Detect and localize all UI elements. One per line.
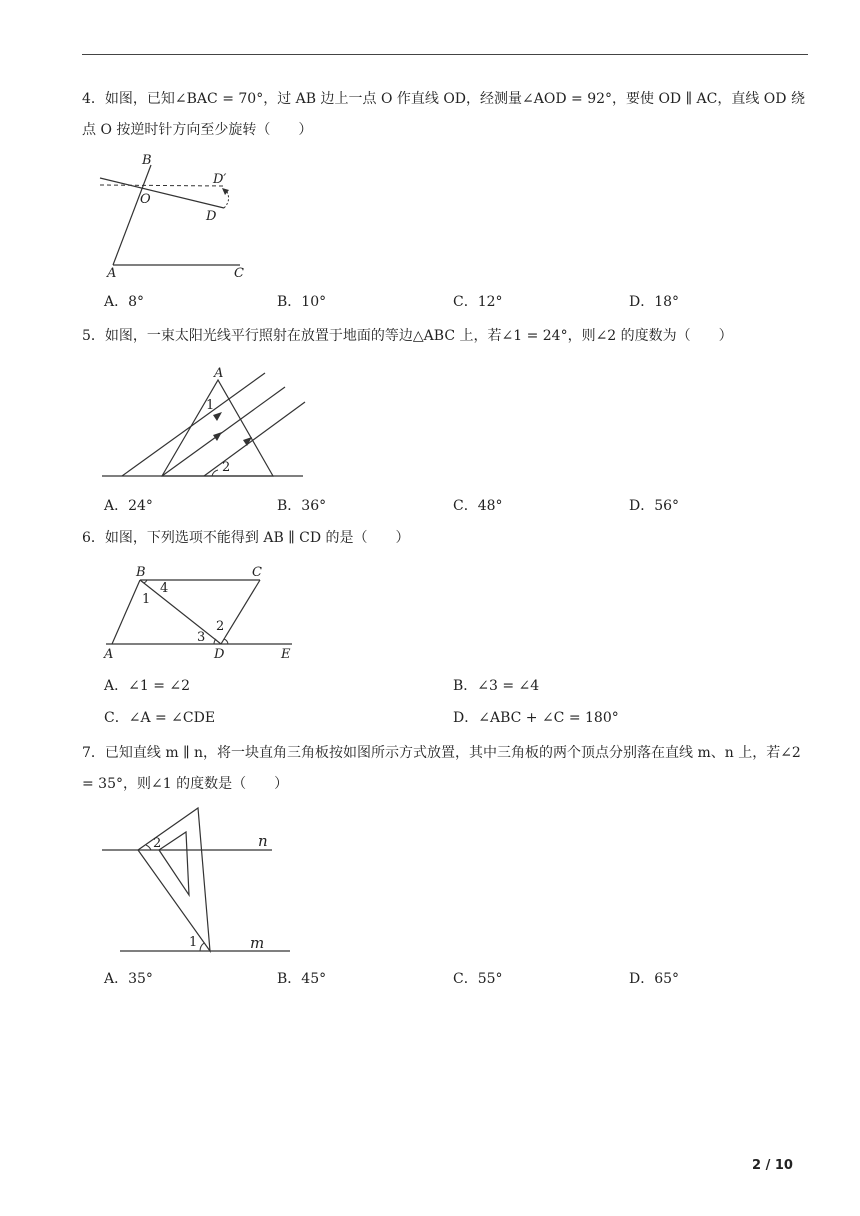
fig4-label-D: D	[206, 209, 217, 224]
question-7-figure	[100, 805, 300, 955]
question-4-figure	[96, 150, 256, 280]
question-6-option-b[interactable]: B．∠3 = ∠4	[453, 678, 540, 694]
question-4-stem: 4．如图，已知∠BAC = 70°，过 AB 边上一点 O 作直线 OD，经测量∠AOD = 92°，要使 OD ∥ AC，直线 OD 绕点 O 按逆时针方向至少旋转（ ）	[82, 91, 805, 138]
fig6-label-angle3: 3	[197, 630, 206, 645]
question-7-stem: 7．已知直线 m ∥ n，将一块直角三角板按如图所示方式放置，其中三角板的两个顶点分别落在直线 m、n 上，若∠2 = 35°，则∠1 的度数是（ ）	[82, 745, 801, 792]
page-number: 2 / 10	[752, 1158, 793, 1173]
question-7-option-c[interactable]: C．55°	[453, 971, 503, 987]
question-7-option-b[interactable]: B．45°	[277, 971, 327, 987]
question-6-option-a[interactable]: A．∠1 = ∠2	[104, 678, 191, 694]
question-5-option-c[interactable]: C．48°	[453, 498, 503, 514]
fig6-label-C: C	[252, 565, 262, 580]
fig7-label-angle2: 2	[153, 836, 162, 851]
question-4-option-c[interactable]: C．12°	[453, 294, 503, 310]
fig6-label-angle1: 1	[142, 592, 151, 607]
fig7-label-angle1: 1	[189, 935, 198, 950]
question-4-option-b[interactable]: B．10°	[277, 294, 327, 310]
fig4-label-C: C	[234, 266, 244, 281]
question-6-option-d[interactable]: D．∠ABC + ∠C = 180°	[453, 710, 619, 726]
header-rule	[82, 54, 808, 55]
fig5-label-angle2: 2	[222, 460, 231, 475]
question-6-option-c[interactable]: C．∠A = ∠CDE	[104, 710, 216, 726]
fig5-label-angle1: 1	[206, 398, 215, 413]
fig4-label-D-prime: D′	[213, 172, 227, 187]
question-4-option-d[interactable]: D．18°	[629, 294, 680, 310]
question-6-stem: 6．如图，下列选项不能得到 AB ∥ CD 的是（ ）	[82, 530, 410, 546]
fig6-label-B: B	[136, 565, 146, 580]
question-5-figure	[100, 360, 310, 480]
fig4-label-O: O	[140, 192, 151, 207]
fig7-label-n: n	[258, 832, 268, 850]
fig4-label-B: B	[142, 153, 152, 168]
question-5-option-d[interactable]: D．56°	[629, 498, 680, 514]
question-4-option-a[interactable]: A．8°	[104, 294, 145, 310]
question-5-option-b[interactable]: B．36°	[277, 498, 327, 514]
fig6-label-A: A	[104, 647, 114, 662]
fig6-label-angle4: 4	[160, 581, 169, 596]
fig5-label-A: A	[214, 366, 224, 381]
question-7-option-a[interactable]: A．35°	[104, 971, 153, 987]
question-6-figure	[100, 562, 300, 662]
question-5-stem: 5．如图，一束太阳光线平行照射在放置于地面的等边△ABC 上，若∠1 = 24°，则∠2 的度数为（ ）	[82, 328, 733, 344]
fig7-label-m: m	[250, 934, 265, 952]
fig6-label-D: D	[214, 647, 225, 662]
fig4-label-A: A	[107, 266, 117, 281]
question-7-option-d[interactable]: D．65°	[629, 971, 680, 987]
fig6-label-E: E	[281, 647, 291, 662]
question-5-option-a[interactable]: A．24°	[104, 498, 153, 514]
fig6-label-angle2: 2	[216, 619, 225, 634]
